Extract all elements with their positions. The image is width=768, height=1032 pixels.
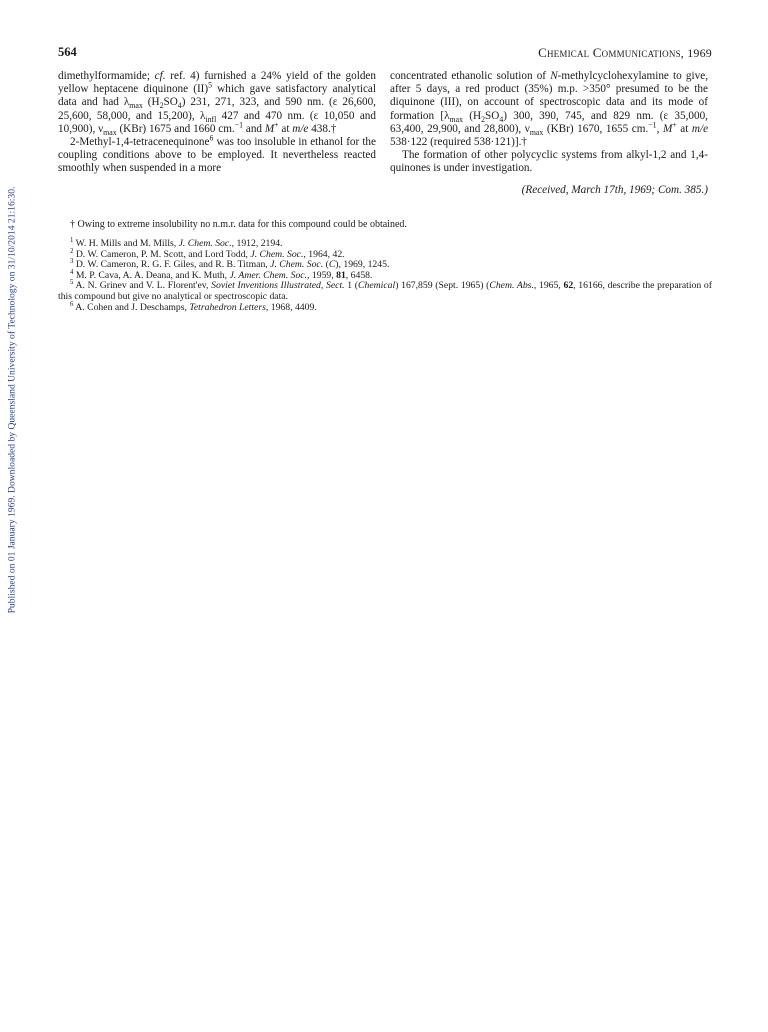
received-line (390, 184, 708, 197)
reference-5: $^5$ A. N. Grinev and V. L. Florent'ev, Soviet Inventions Illustrated, Sect. 1 (Chemical) 167,859 (Sept. 1965) (Chem. Abs., 1965, 62, 16166, describe the preparation of this compound but give no analytical or spectroscopic data. (58, 279, 712, 302)
reference-6: $^6$ A. Cohen and J. Deschamps, Tetrahedron Letters, 1968, 4409. (70, 300, 317, 313)
paragraph-diquinone: concentrated ethanolic solution of N-methylcyclohexylamine to give, after 5 days, a red product (35%) m.p. >350° presumed to be the diquinone (III), on account of spectroscopic data and its mode of formation [$\lambda_{max}$ $(H_2SO_4)$ 300, 390, 745, and 829 nm. (ε 35,000, 63,400, 29,900, and 28,800), $\nu_{max}$ (KBr) 1670, 1655 cm.$^{-1}$, M+ at m/e 538·122 (required 538·121)].† (390, 70, 709, 149)
paragraph-heptacene: dimethylformamide; cf. ref. 4) furnished a 24% yield of the golden yellow heptacene diquinone (II)$^5$ which gave satisfactory analytical data and had $\lambda_{max}$ $(H_2SO_4)$ 231, 271, 323, and 590 nm. (ε 26,600, 25,600, 58,000, and 15,200), $\lambda_{infl}$ 427 and 470 nm. (ε 10,050 and 10,900), $\nu_{max}$ (KBr) 1675 and 1660 cm.$^{-1}$ and M+ at m/e 438.† (58, 70, 376, 138)
reference-1: $^1$ W. H. Mills and M. Mills, J. Chem. Soc., 1912, 2194. (70, 236, 283, 249)
received-date: (Received, March 17th, 1969; (521, 183, 656, 196)
paragraph-polycyclic: The formation of other polycyclic systems from alkyl-1,2 and 1,4-quinones is under investigation. (390, 149, 708, 175)
reference-3: $^3$ D. W. Cameron, R. G. F. Giles, and R. B. Titman, J. Chem. Soc. (C), 1969, 1245. (70, 257, 390, 271)
reference-2: $^2$ D. W. Cameron, P. M. Scott, and Lord Todd, J. Chem. Soc., 1964, 42. (70, 247, 345, 260)
page-number: 564 (58, 45, 77, 59)
references (58, 236, 712, 313)
reference-4: $^4$ M. P. Cava, A. A. Deana, and K. Muth, J. Amer. Chem. Soc., 1959, 81, 6458. (70, 268, 373, 281)
right-column (390, 70, 708, 197)
journal-year: , 1969 (680, 46, 712, 60)
download-watermark-text: Published on 01 January 1969. Downloaded by Queensland University of Technology on 31/10/2014 21:16:30. (6, 186, 18, 614)
paragraph-tetracenequinone: 2-Methyl-1,4-tetracenequinone$^6$ was too insoluble in ethanol for the coupling conditions above to be employed. It nevertheless reacted smoothly when suspended in a more (58, 133, 376, 175)
communication-number: Com. 385.) (657, 183, 708, 196)
journal-title: Chemical Communications (538, 45, 681, 60)
download-watermark (0, 160, 24, 640)
footnote-dagger: † Owing to extreme insolubility no n.m.r. data for this compound could be obtained. (70, 219, 407, 230)
left-column (58, 70, 376, 176)
running-head (538, 45, 712, 61)
